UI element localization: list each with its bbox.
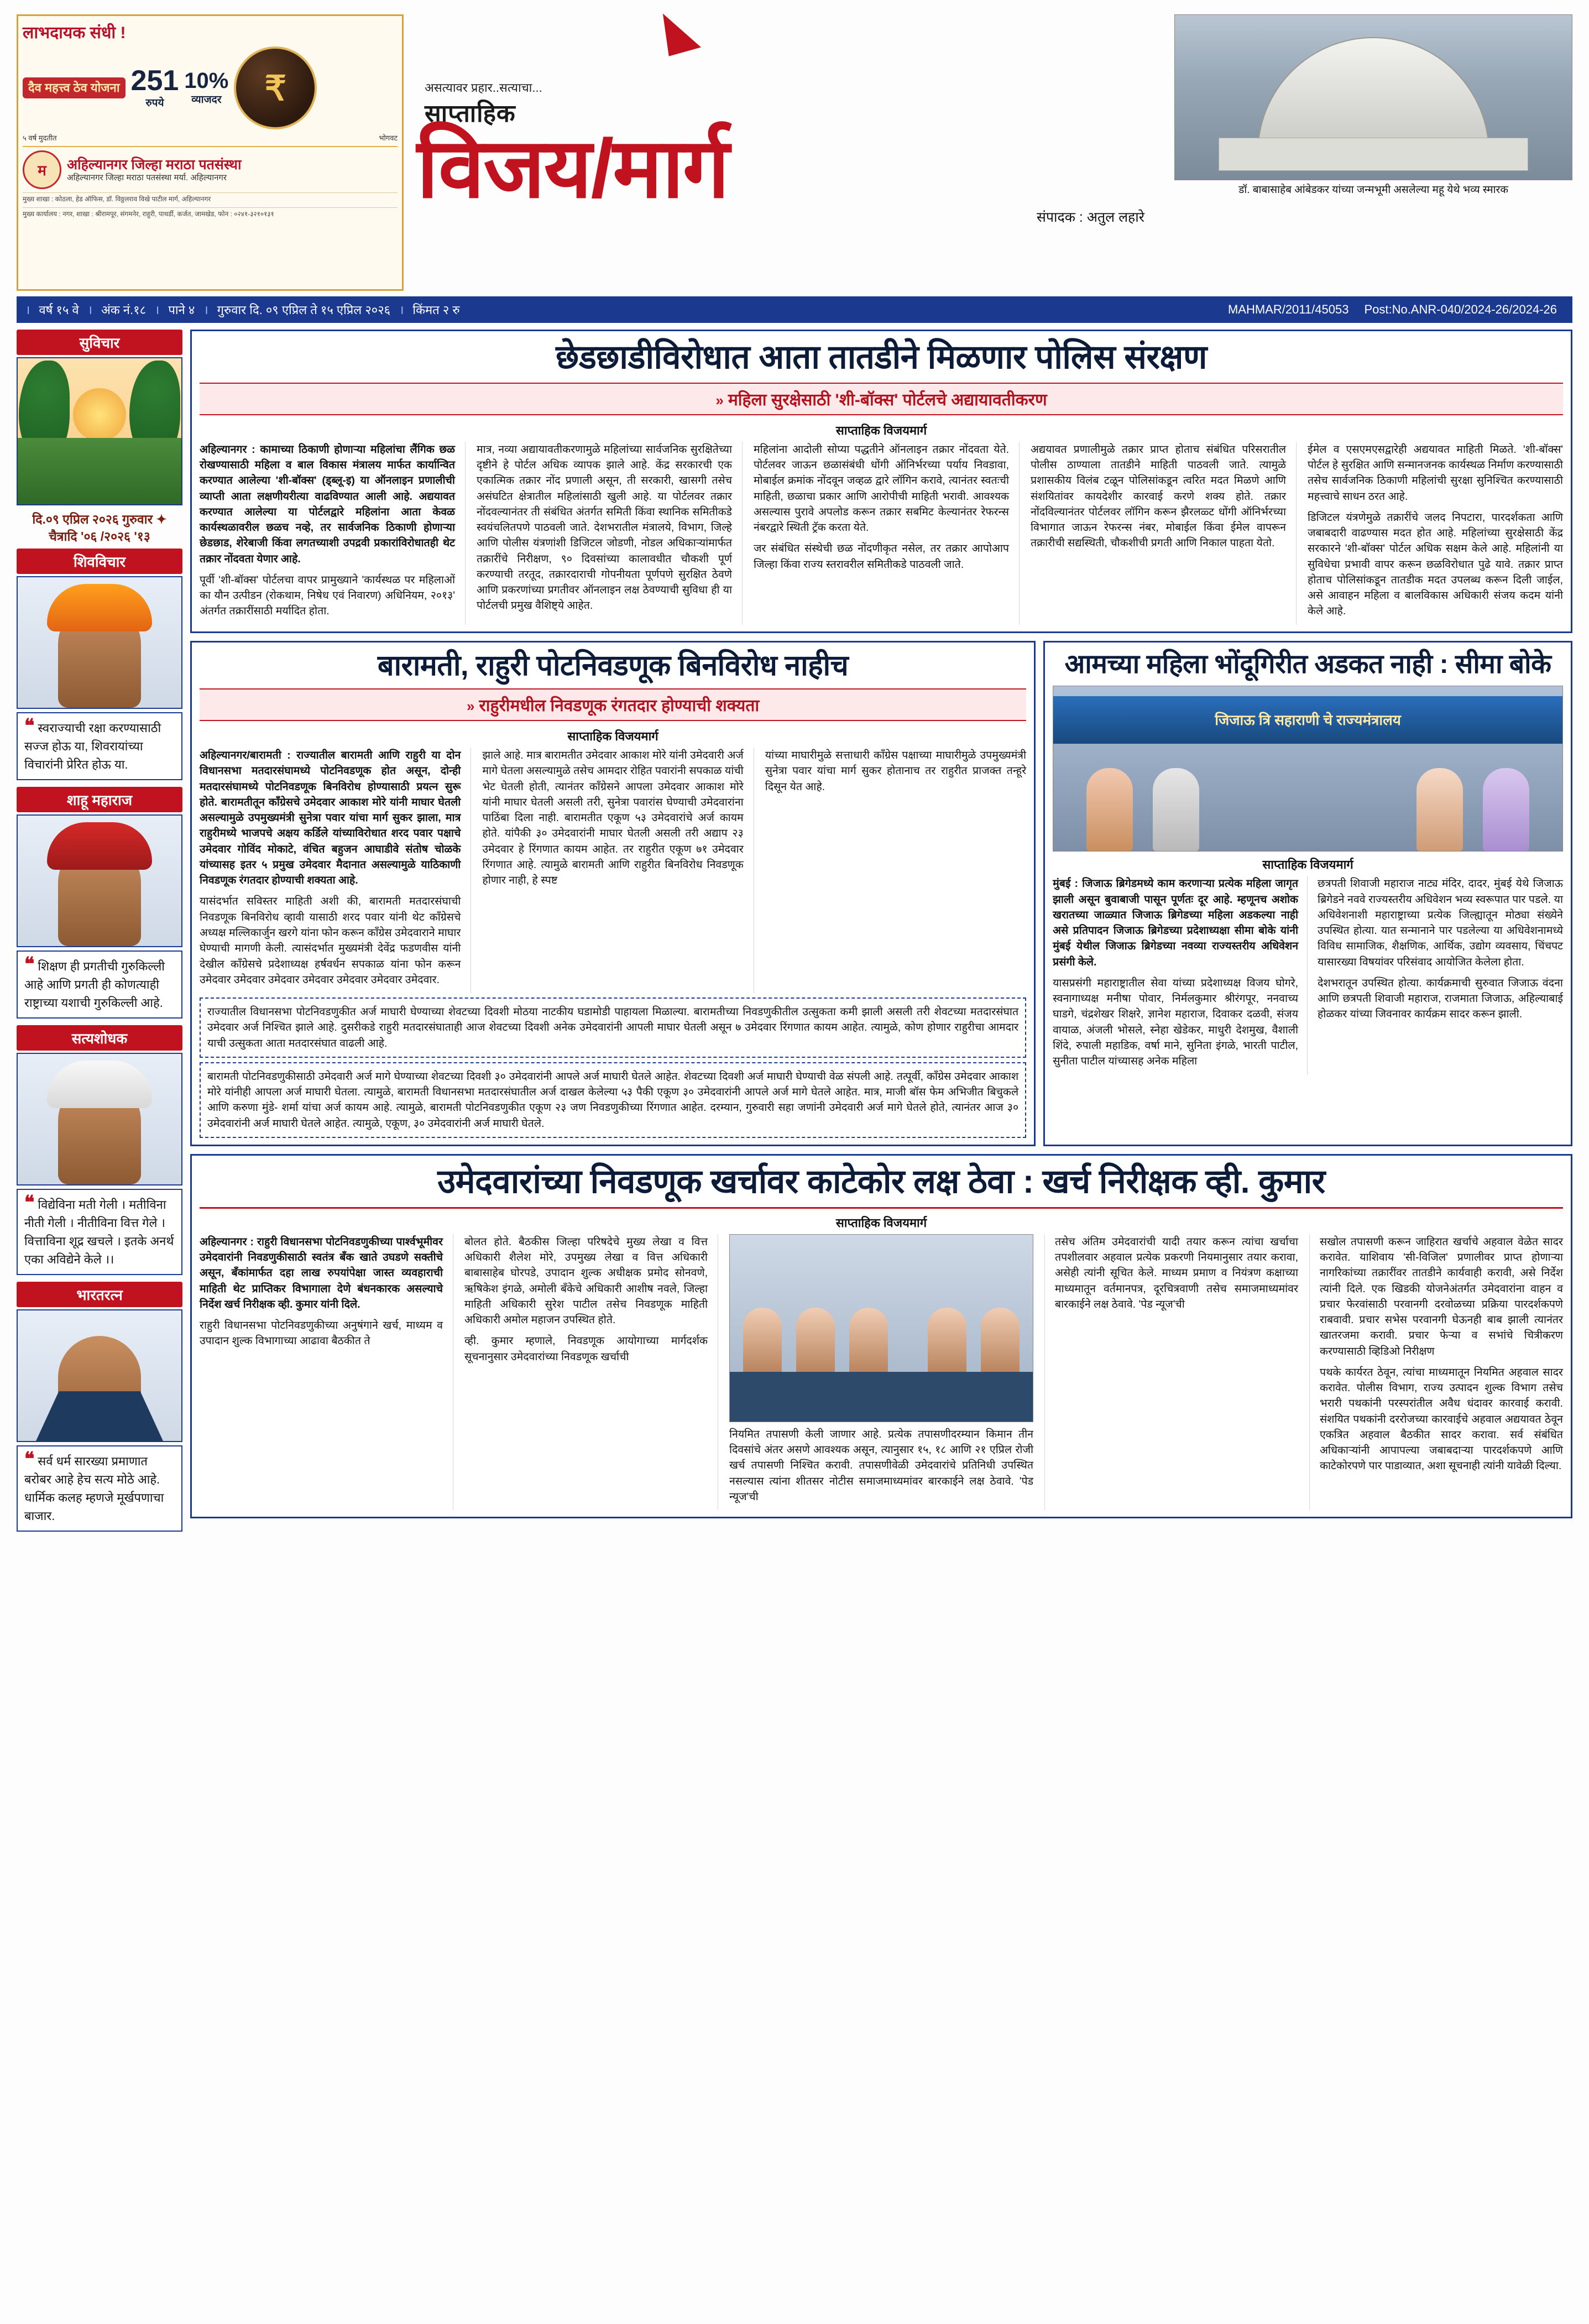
person-figure — [849, 1308, 888, 1374]
ad-org-name: अहिल्यानगर जिल्हा मराठा पतसंस्था — [67, 156, 242, 173]
story-column — [1309, 1234, 1563, 1510]
paragraph: बोलत होते. बैठकीस जिल्हा परिषदेचे मुख्य लेखा व वित्त अधिकारी शैलेश मोरे, उपमुख्य लेखा व वित्त अधिकारी बाबासाहेब घोरपडे, उपादान शुल्क अधीक्षक प्रमोद सोनवणे, ऋषिकेश इंगळे, अमोली बँकेचे अधिकारी आशीष नवले, जिल्हा माहिती अधिकारी सुरेश पाटील तसेच निवडणूक माहिती अधिकारी अमोल महाजन उपस्थित होते. — [464, 1235, 708, 1326]
quote-box-shivvichar — [17, 712, 182, 780]
ad-address-line: मुख्य शाखा : कोठला, हेड ऑफिस, डॉ. विठ्ठलराव विखे पाटील मार्ग, अहिल्यानगर — [23, 192, 398, 204]
quote-box-bharatratna — [17, 1445, 182, 1532]
story2-body — [200, 748, 1026, 993]
paragraph: व्ही. कुमार म्हणाले, निवडणूक आयोगाच्या मार्गदर्शक सूचनानुसार उमेदवारांच्या निवडणूक खर्चाची — [464, 1335, 708, 1363]
story-column — [1031, 442, 1297, 625]
lead-story — [190, 330, 1572, 633]
portrait-shivaji-maharaj — [17, 576, 182, 709]
issue-year: वर्ष १५ वे — [39, 303, 79, 317]
story-column — [200, 748, 471, 993]
person-figure — [796, 1308, 835, 1374]
hills-shape — [18, 438, 181, 504]
person-figure — [981, 1308, 1020, 1374]
person-figure — [928, 1308, 966, 1374]
quote-mark-icon: ❝ — [24, 716, 35, 737]
arrow-icon: » — [715, 391, 724, 409]
story-column-with-photo — [729, 1234, 1033, 1510]
story-column — [765, 748, 1026, 993]
masthead-photo-caption: डॉ. बाबासाहेब आंबेडकर यांच्या जन्मभूमी असलेल्या महू येथे भव्य स्मारक — [1238, 184, 1508, 196]
paragraph: महिलांना आदोली सोप्या पद्धतीने ऑनलाइन तक्रार नोंदवता येते. पोर्टलवर जाऊन छळासंबंधी धोंगी ऑनिर्भरच्या पर्याय निवडावा, मोबाईल क्रमांक नोंदवून जव्हळ द्वारे लॉगिन करावे, त्यानंतर स्वतःची माहिती, छळाचा प्रकार आणि आरोपीची माहिती भरावी. आवश्यक असल्यास पुरावे अपलोड करून तक्रार सबमिट केल्यानंतर रेफरन्स नंबरद्वारे स्थिती ट्रॅक करता येते. — [754, 443, 1009, 534]
rail-head-satyashodhak: सत्यशोधक — [17, 1025, 182, 1051]
rni-number: MAHMAR/2011/45053 — [1227, 302, 1349, 316]
ad-title: लाभदायक संधी ! — [23, 24, 126, 42]
paragraph: पथके कार्यरत ठेवून, त्यांचा माध्यमातून नियमित अहवाल सादर करावेत. पोलीस विभाग, राज्य उत्पादन शुल्क विभाग तसेच भरारी पथकांनी परस्परांतील अवैध धंदावर कारवाई करावी. संशयित पथकांनी दररोजच्या कारवाईचे अहवाल अद्ययावत ठेवून एकत्रित अहवाल बैठकीत सादर करावा. सर्व संबंधित अधिकाऱ्यांनी आपापल्या जबाबदाऱ्या पारदर्शकपणे आणि काटेकोरपणे पार पाडाव्यात, अशा सूचनाही त्यांनी यावेळी दिल्या. — [1320, 1366, 1563, 1472]
paragraph: तसेच अंतिम उमेदवारांची यादी तयार करून त्यांचा खर्चाचा तपशीलवार अहवाल प्रत्येक प्रकरणी नियमानुसार तयार करावा, असेही त्यांनी सूचित केले. माध्यम प्रमाण व नियंत्रण कक्षाच्या माध्यमातून वर्तमानपत्र, दूरचित्रवाणी तसेच समाजमाध्यमांवर बारकाईने लक्ष ठेवावे. 'पेड न्यूज'ची — [1055, 1235, 1298, 1310]
issue-pages: पाने ४ — [168, 303, 195, 317]
title-block — [411, 14, 1167, 291]
story-election-expense — [190, 1154, 1572, 1518]
story-seema-boke — [1043, 641, 1572, 1146]
ad-org-sub: अहिल्यानगर जिल्हा मराठा पतसंस्था मर्या. अहिल्यानगर — [67, 173, 227, 182]
paper-tagline: असत्यावर प्रहार..सत्याचा... — [425, 80, 542, 95]
story-column — [464, 1234, 718, 1510]
story4-headline: उमेदवारांच्या निवडणूक खर्चावर काटेकोर लक्ष ठेवा : खर्च निरीक्षक व्ही. कुमार — [437, 1162, 1325, 1200]
portrait-shahu-maharaj — [17, 814, 182, 947]
paragraph: छत्रपती शिवाजी महाराज नाट्य मंदिर, दादर, मुंबई येथे जिजाऊ ब्रिगेडने नववे राज्यस्तरीय अधिवेशन भव्य स्वरूपात पार पडले. या अधिवेशनाशी महाराष्ट्राच्या प्रत्येक जिल्ह्यातून मोठ्या संख्येने उपस्थित होत्या. यात सन्मानाने पार पडलेल्या या अधिवेशनामध्ये विविध सामाजिक, शैक्षणिक, आर्थिक, उद्योग व्यवसाय, चिंचपट यासारख्या विषयांवर परिसंवाद आयोजित केलेला होता. — [1318, 878, 1563, 968]
story2-subhead-text: राहुरीमधील निवडणूक रंगतदार होण्याची शक्यता — [479, 697, 760, 716]
story-column — [1318, 876, 1563, 1074]
rail-head-shahu: शाहू महाराज — [17, 787, 182, 812]
story-column — [477, 442, 743, 625]
story2-byline: साप्ताहिक विजयमार्ग — [567, 729, 658, 744]
story3-byline: साप्ताहिक विजयमार्ग — [1262, 858, 1353, 872]
quote-box-shahu — [17, 951, 182, 1019]
turban-shape — [47, 584, 152, 631]
quote-mark-icon: ❝ — [24, 954, 35, 975]
quote-text: विद्येविना मती गेली । मतीविना नीती गेली । नीतीविना वित्त गेले । वित्ताविना शूद्र खचले । इतके अनर्थ एका अविद्येने केले ।। — [24, 1198, 174, 1267]
paragraph: बारामती पोटनिवडणुकीसाठी उमेदवारी अर्ज मागे घेण्याच्या शेवटच्या दिवशी ३० उमेदवारांनी आपले अर्ज माघारी घेतले आहेत. शेवटच्या दिवशी अर्ज माघारी घेण्याची वेळ संपली आहे. तत्पूर्वी, काँग्रेस उमेदवार आकाश मोरे यांनीही आपला अर्ज माघारी घेतला. त्यामुळे, बारामती विधानसभा मतदारसंघातील अर्ज दाखल केलेल्या ५३ पैकी एकूण ३० उमेदवारांनी आपले अर्ज मागे घेतले आहेत. मात्र, माजी बॉस फेम अभिजीत बिचुकले आणि करुणा मुंडे- शर्मा यांचा अर्ज कायम आहे. त्यामुळे, बारामती पोटनिवडणुकीत एकूण २३ जण निवडणुकीच्या रिंगणात आहेत. दरम्यान, गुरुवारी सहा जणांनी उमेदवारी अर्ज मागे घेतले होते, त्यानंतर आज ३० उमेदवारांनी अर्ज माघारी घेतले आहेत. त्यामुळे, एकूण, ३० उमेदवारांनी अर्ज माघारी घेतले. — [207, 1070, 1019, 1130]
paragraph: पूर्वी 'शी-बॉक्स' पोर्टलचा वापर प्रामुख्याने 'कार्यस्थळ पर महिलाओं का यौन उत्पीडन (रोकथाम, निषेध एवं निवारण) अधिनियम, २०१३' अंतर्गत तक्रारींसाठी मर्यादित होता. — [200, 573, 455, 618]
paragraph: राज्यातील विधानसभा पोटनिवडणुकीत अर्ज माघारी घेण्याच्या शेवटच्या दिवशी मोठया नाटकीय घडामोडी पाहायला मिळाल्या. बारामतीच्या निवडणुकीतील उत्सुकता कमी झाली असली तरी शेवटच्या मतदारसंघात उमेदवार अर्ज निश्चित झाले आहे. दुसरीकडे राहुरी मतदारसंघाताही आज शेवटच्या दिवशी अनेक उमेदवारांनी आपली माघार घेतली असून ७ उमेदवार रिंगणात कायम आहेत. त्यामुळे, कोण होणार राहुरीचा आमदार याची उत्सुकता आता मतदारसंघात वाढली आहे. — [207, 1006, 1019, 1049]
sun-icon — [73, 388, 126, 441]
quote-text: स्वराज्याची रक्षा करण्यासाठी सज्ज होऊ या, शिवरायांच्या विचारांनी प्रेरित होऊ या. — [24, 721, 161, 772]
story4-byline: साप्ताहिक विजयमार्ग — [835, 1215, 927, 1230]
story-column — [200, 442, 466, 625]
rail-head-shivvichar: शिवविचार — [17, 549, 182, 574]
divider — [200, 1207, 1563, 1209]
turban-shape — [47, 1061, 152, 1108]
memorial-photo — [1174, 14, 1572, 180]
ad-amount: 251 — [130, 65, 179, 97]
suit-shape — [36, 1391, 163, 1441]
issue-date: गुरुवार दि. ०९ एप्रिल ते १५ एप्रिल २०२६ — [217, 303, 391, 317]
paragraph: झाले आहे. मात्र बारामतीत उमेदवार आकाश मोरे यांनी उमेदवारी अर्ज मागे घेतला असल्यामुळे तसेच आमदार रोहित पवारांनी सपकाळ यांची भेट घेतली होती, त्यानंतर काँग्रेसने आपला उमेदवार आकाश मोरे यांनी माघार घेतली असली तरी, सुनेत्रा पवारांस घेण्याची उमेदवारांना पाठिंबा दिला नाही. बारामतीत एकूण ५३ उमेदवारांचे अर्ज कायम होते. यांपैकी ३० उमेदवारांनी माघार घेतली असली तरी अद्याप २३ उमेदवार हे रिंगणात कायम आहेत. तर राहुरीत एकूण ७१ उमेदवार रिंगणात आहे. त्यामुळे बारामती आणि राहुरीत बिनविरोध निवडणूक होणार नाही, हे स्पष्ट — [482, 749, 744, 887]
story-column — [754, 442, 1020, 625]
quote-box-satyashodhak — [17, 1189, 182, 1275]
paragraph: मात्र, नव्या अद्यायावतीकरणामुळे महिलांच्या सार्वजनिक सुरक्षितेच्या दृष्टीने हे पोर्टल अधिक व्यापक झाले आहे. केंद्र सरकारची एक एकात्मिक तक्रार नोंद प्रणाली असून, ती सरकारी, खासगी तसेच असंघटित क्षेत्रातील महिलांसाठी खुली आहे. या पोर्टलवर तक्रार नोंदवल्यानंतर ती संबंधित अंतर्गत समिती किंवा स्थानिक समितीकडे स्वयंचलितपणे पाठवली जाते. देशभरातील मंत्रालये, विभाग, जिल्हे आणि पोलीस यंत्रणांशी डिजिटल जोडणी, नोडल अधिकाऱ्यांमार्फत तक्रारींचे निरीक्षण, ९० दिवसांच्या कालावधीत चौकशी पूर्ण करण्याची तरतूद, तक्रारदाराची गोपनीयता पूर्णपणे सुरक्षित ठेवणे आणि प्रकरणांच्या प्रगतीवर ऑनलाइन लक्ष ठेवण्याची सुविधा ही या पोर्टलची प्रमुख वैशिष्ट्ये आहेत. — [477, 443, 732, 612]
paragraph: नियमित तपासणी केली जाणार आहे. प्रत्येक तपासणीदरम्यान किमान तीन दिवसांचे अंतर असणे आवश्यक असून, त्यानुसार १५, १८ आणि २१ एप्रिल रोजी खर्च तपासणी निश्चित करावी. तपासणीवेळी उमेदवारांचे प्रतिनिधी उपस्थित नसल्यास त्यांना शीतसर नोटीस समाजमाध्यमांवर बारकाईने लक्ष ठेवावे. 'पेड न्यूज'ची — [729, 1428, 1033, 1503]
quote-mark-icon: ❝ — [24, 1192, 35, 1214]
dome-base-shape — [1219, 138, 1528, 171]
story4-body — [200, 1234, 1563, 1510]
left-rail — [17, 330, 182, 1538]
person-figure — [1483, 768, 1529, 851]
ad-note-one: ५ वर्ष मुदतीत — [23, 134, 57, 142]
story3-body — [1053, 876, 1563, 1074]
ad-interest-rate: 10% — [184, 69, 229, 93]
paragraph: अद्ययावत प्रणालीमुळे तक्रार प्राप्त होताच संबंधित परिसरातील पोलीस ठाण्याला तातडीने माहिती पाठवली जाते. त्यामुळे प्रशासकीय विलंब टळून पोलिसांकडून त्वरित मदत मिळणे आणि संशयितांवर कायदेशीर कारवाई करणे शक्य होते. तक्रार नोंदविल्यानंतर पोर्टलवर लॉगिन करून झैरलळ्ट धोंगी ऑनिर्भरच्या विभागात जाऊन रेफरन्स नंबर, मोबाईल किंवा ईमेल वापरून तक्रारीची सद्यस्थिती, चौकशीची प्रगती आणि निकाल पाहता येतो. — [1031, 443, 1286, 550]
lead-story-headline: छेडछाडीविरोधात आता तातडीने मिळणार पोलिस संरक्षण — [556, 338, 1207, 375]
person-figure — [1416, 768, 1463, 851]
ad-amount-label: रुपये — [145, 97, 164, 109]
turban-shape — [47, 822, 152, 870]
masthead-photo-block — [1174, 14, 1572, 291]
paragraph: अहिल्यानगर : कामाच्या ठिकाणी होणाऱ्या महिलांचा लैंगिक छळ रोखण्यासाठी महिला व बाल विकास मंत्रालय मार्फत कार्यान्वित करण्यात आलेल्या 'शी-बॉक्स' (ड्ब्लू-इ) या ऑनलाइन प्रणालीची व्याप्ती आता लक्षणीयरीत्या वाढविण्यात आली आहे. अद्ययावत करण्यात आलेल्या या पोर्टलद्वारे महिलांना आता केवळ कार्यस्थळावरील छळच नव्हे, तर सार्वजनिक ठिकाणी होणाऱ्या छेडछाड, शेरेबाजी किंवा लगतच्याशी उपद्रवी प्रकारांविरोधातही थेट तक्रार नोंदवता येणार आहे. — [200, 443, 455, 565]
advertisement-block — [17, 14, 404, 291]
story-column — [1044, 1234, 1298, 1510]
paragraph: अहिल्यानगर : राहुरी विधानसभा पोटनिवडणुकीच्या पार्श्वभूमीवर उमेदवारांनी निवडणुकीसाठी स्वतंत्र बँक खाते उघडणे सक्तीचे असून, बँकांमार्फत दहा लाख रुपयांपेक्षा जास्त व्यवहाराची माहिती थेट प्राप्तिकर विभागाला देणे बंधनकारक असल्याचे निर्देश खर्च निरीक्षक व्ही. कुमार यांनी दिले. — [200, 1235, 443, 1310]
paragraph: यासंदर्भात सविस्तर माहिती अशी की, बारामती मतदारसंघाची निवडणूक बिनविरोध व्हावी यासाठी शरद पवार यांनी थेट काँग्रेसचे अध्यक्ष मल्लिकार्जुन खरगे यांना फोन करून काँग्रेस उमेदवाराने माघार घेण्याची मागणी केली. त्यासंदर्भात मुख्यमंत्री देवेंद्र फडणवीस यांनी देखील काँग्रेसचे प्रदेशाध्यक्ष हर्षवर्धन सपकाळ यांना फोन करून उमेदवार उमेदवार उमेदवार उमेदवार उमेदवार उमेदवार उमेदवार. — [200, 895, 461, 986]
paragraph: जर संबंधित संस्थेची छळ नोंदणीकृत नसेल, तर तक्रार आपोआप जिल्हा किंवा राज्य स्तरावरील समितीकडे पाठवली जाते. — [754, 542, 1009, 571]
person-figure — [1153, 768, 1199, 851]
lead-story-subhead — [200, 383, 1563, 415]
rail-head-suvichar: सुविचार — [17, 330, 182, 355]
issue-number: अंक नं.१८ — [101, 303, 147, 317]
rail-date-line: दि.०९ एप्रिल २०२६ गुरुवार ✦ चैत्रादि '०६ /२०२६ '१३ — [32, 512, 167, 544]
meeting-photo — [729, 1234, 1033, 1422]
rail-head-bharatratna: भारतरत्न — [17, 1282, 182, 1307]
story2-subhead — [200, 688, 1026, 721]
paragraph: सखोल तपासणी करून जाहिरात खर्चाचे अहवाल वेळेत सादर करावेत. याशिवाय 'सी-विजिल' प्रणालीवर प्राप्त होणाऱ्या नागरिकांच्या तक्रारींवर तातडीने कार्यवाही करावी, असे निर्देश त्यांनी दिले. एक खिडकी योजनेअंतर्गत उमेदवारांना वाहन व प्रचार फेरवांसाठी परवानगी दरवोळच्या प्रक्रिया पारदर्शकपणे राबवावी. प्रचार सभेस परवानगी घेऊनही बाब झाली त्यानंतर खातरजमा करावी. प्रचार फेऱ्या व सभांचे चित्रीकरण करण्यासाठी व्हिडिओ निरीक्षण — [1320, 1235, 1563, 1357]
arrow-icon: » — [467, 698, 475, 715]
story-column — [1308, 442, 1563, 625]
story-baramati-rahuri — [190, 641, 1036, 1146]
paragraph: डिजिटल यंत्रणेमुळे तक्रारींचे जलद निपटारा, पारदर्शकता आणि जबाबदारी वाढण्यास मदत होत आहे. महिलांच्या सुरक्षेसाठी केंद्र सरकारने 'शी-बॉक्स' पोर्टल अधिक सक्षम केले आहे. महिलांनी या सुविधेचा प्रभावी वापर करून छळविरोधात पुढे यावे. तक्रार प्राप्त होताच पोलिसांकडून तातडीक मदत उपलब्ध करून दिली जाईल, असे आवाहन महिला व बालविकास अधिकारी संजय कदम यांनी केले आहे. — [1308, 511, 1563, 618]
ad-interest-label: व्याजदर — [191, 94, 222, 106]
story-column — [482, 748, 754, 993]
rupee-coin-icon: ₹ — [234, 46, 317, 129]
portrait-mahatma-phule — [17, 1053, 182, 1185]
dome-shape — [1257, 37, 1489, 153]
story2-headline: बारामती, राहुरी पोटनिवडणूक बिनविरोध नाहीच — [377, 649, 849, 682]
convention-photo — [1053, 686, 1563, 852]
quote-text: शिक्षण ही प्रगतीची गुरुकिल्ली आहे आणि प्रगती ही कोणत्याही राष्ट्राच्या यशाची गुरुकिल्ली आहे. — [24, 959, 165, 1010]
quote-mark-icon: ❝ — [24, 1449, 35, 1470]
story-column — [1053, 876, 1308, 1074]
paragraph: मुंबई : जिजाऊ ब्रिगेडमध्ये काम करणाऱ्या प्रत्येक महिला जागृत झाली असून बुवाबाजी पासून पूर्णतः दूर आहे. म्हणूनच अशोक खरातच्या जाळ्यात जिजाऊ ब्रिगेडच्या महिला अडकल्या नाही असे प्रतिपादन जिजाऊ ब्रिगेडच्या प्रदेशाध्यक्षा सीमा बोके यांनी मुंबई येथील जिजाऊ ब्रिगेडच्या नवव्या राज्यस्तरीय अधिवेशन प्रसंगी केले. — [1053, 878, 1299, 968]
table-shape — [730, 1372, 1033, 1422]
stage-banner: जिजाऊ त्रि सहाराणी चे राज्यमंत्रालय — [1053, 696, 1562, 744]
person-figure — [1086, 768, 1133, 851]
story3-headline: आमच्या महिला भोंदूगिरीत अडकत नाही : सीमा बोके — [1064, 649, 1551, 679]
story2-boxed-item-1 — [200, 998, 1026, 1058]
main-column — [190, 330, 1572, 1538]
quote-text: सर्व धर्म सारख्या प्रमाणात बरोबर आहे हेच सत्य मोठे आहे. धार्मिक कलह म्हणजे मूर्खपणाचा बाजार. — [24, 1454, 164, 1523]
paragraph: ईमेल व एसएमएसद्वारेही अद्ययावत माहिती मिळते. 'शी-बॉक्स' पोर्टल हे सुरक्षित आणि सन्मानजनक कार्यस्थळ निर्माण करण्यासाठी तसेच सार्वजनिक ठिकाणी महिलांची सुरक्षा सुनिश्चित करण्यासाठी महत्त्वाचे साधन ठरत आहे. — [1308, 443, 1563, 503]
lead-story-subhead-text: महिला सुरक्षेसाठी 'शी-बॉक्स' पोर्टलचे अद्यायावतीकरण — [728, 390, 1047, 409]
lead-story-byline: साप्ताहिक विजयमार्ग — [835, 423, 927, 437]
portrait-dr-ambedkar — [17, 1309, 182, 1442]
paragraph: राहुरी विधानसभा पोटनिवडणुकीच्या अनुषंगाने खर्च, माध्यम व उपादान शुल्क विभागाच्या आढावा बैठकीत ते — [200, 1319, 443, 1348]
sanstha-logo-icon: म — [23, 150, 61, 189]
post-number: Post:No.ANR-040/2024-26/2024-26 — [1364, 302, 1557, 316]
issue-info-bar: । वर्ष १५ वे । अंक नं.१८ । पाने ४ । गुरुवार दि. ०९ एप्रिल ते १५ एप्रिल २०२६ । किंमत २ रु MAHMAR/2011/45053 Post:No.ANR-040/2024-26/2024-26 — [17, 296, 1572, 323]
paper-title: विजय/मार्ग — [417, 121, 729, 215]
ad-note-two: भोगवट — [379, 134, 398, 142]
story2-boxed-item-2 — [200, 1062, 1026, 1138]
paragraph: यासप्रसंगी महाराष्ट्रातील सेवा यांच्या प्रदेशाध्यक्ष विजय घोगरे, स्वनागाध्यक्ष मनीषा पोवार, निर्मलकुमार श्रीरंगपूर, ननवाच्य घाडगे, चंद्रशेखर शिक्षरे, ज्ञानेश महाराज, दिवाकर दळवी, संजय वायाळ, अंजली भोसले, स्नेहा खेडेकर, माधुरी देशमुख, वैशाली शिंदे, रुपाली महाडिक, वर्षा माने, सुनिता इंगळे, भारती पाटील, सुनीता पाटील यांच्यासह अनेक महिला — [1053, 976, 1299, 1068]
paragraph: यांच्या माघारीमुळे सत्ताधारी काँग्रेस पक्षाच्या माघारीमुळे उपमुख्यमंत्री सुनेत्रा पवार यांचा मार्ग सुकर होतानाच तर राहुरीत प्राजक्त तन्हूरे दिसून येत आहे. — [765, 749, 1027, 793]
masthead — [17, 14, 1572, 291]
two-column-row — [190, 641, 1572, 1146]
person-figure — [743, 1308, 782, 1374]
paragraph: अहिल्यानगर/बारामती : राज्यातील बारामती आणि राहुरी या दोन विधानसभा मतदारसंघामध्ये पोटनिवडणूक होत असून, दोन्ही मतदारसंघामध्ये पोटनिवडणूक बिनविरोध होण्यासाठी प्रयत्न सुरू होते. बारामतीतून काँग्रेसचे उमेदवार आकाश मोरे यांनी माघार घेतली असल्यामुळे उपमुख्यमंत्री सुनेत्रा पवार यांचा मार्ग सुकर झाला, मात्र राहुरीमध्ये भाजपचे अक्षय कर्डिले यांच्याविरोधात शरद पवार पक्षाचे उमेदवार गोविंद मोकाटे, वंचित बहुजन आघाडीवे संतोष चोळके यांच्यासह इतर ५ प्रमुख उमेदवार मैदानात असल्यामुळे याठिकाणी निवडणूक रंगतदार होण्याची शक्यता आहे. — [200, 749, 461, 887]
nature-illustration — [17, 357, 182, 505]
story-column — [200, 1234, 453, 1510]
editor-name: संपादक : अतुल लहारे — [1036, 210, 1144, 226]
paragraph: देशभरातून उपस्थित होत्या. कार्यक्रमाची सुरुवात जिजाऊ वंदना आणि छत्रपती शिवाजी महाराज, राजमाता जिजाऊ, अहिल्याबाई होळकर यांच्या जिवनावर कार्यक्रम सादर करून झाली. — [1318, 976, 1563, 1021]
paper-weekly-label: साप्ताहिक — [425, 100, 516, 127]
flag-icon — [663, 9, 702, 56]
page-content — [17, 330, 1572, 1538]
ad-scheme-badge: दैव महत्त्व ठेव योजना — [23, 77, 126, 98]
lead-story-body — [200, 442, 1563, 625]
ad-branch-line: मुख्य कार्यालय : नगर, शाखा : श्रीरामपूर, संगमनेर, राहुरी, पाथर्डी, कर्जत, जामखेड, फोन : ०२४१-३२१०१३१ — [23, 207, 398, 219]
issue-price: किंमत २ रु — [412, 303, 460, 317]
